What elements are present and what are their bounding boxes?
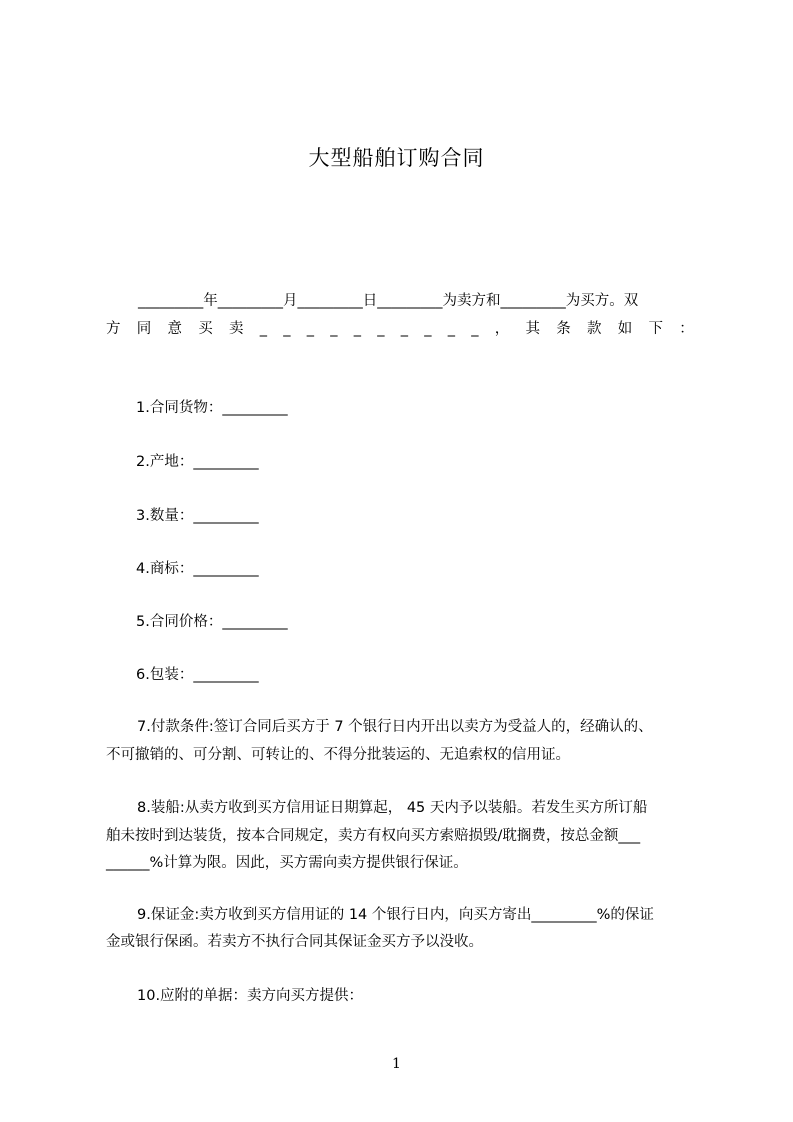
clause-8-line-2: 舶未按时到达装货，按本合同规定，卖方有权向买方索赔损毁/耽搁费，按总金额___	[106, 828, 641, 844]
item-origin: 2.产地：_________	[136, 454, 259, 470]
intro-line-2-char: _	[447, 321, 455, 337]
clause-9-line-2: 金或银行保函。若卖方不执行合同其保证金买方予以没收。	[106, 934, 483, 950]
intro-line-2-char: _	[259, 321, 267, 337]
clause-8-line-1: 8.装船:从卖方收到买方信用证日期算起， 45 天内予以装船。若发生买方所订船	[137, 800, 648, 816]
clause-7-line-2: 不可撤销的、可分割、可转让的、不得分批装运的、无追索权的信用证。	[106, 747, 570, 763]
intro-line-2-char: 条	[556, 321, 571, 337]
intro-line-2-char: ：	[679, 321, 694, 337]
intro-line-2-char: 买	[198, 321, 213, 337]
intro-line-2-char: _	[353, 321, 361, 337]
item-quantity: 3.数量：_________	[136, 508, 259, 524]
item-trademark: 4.商标：_________	[136, 561, 259, 577]
page-number: 1	[392, 1056, 401, 1072]
intro-line-2-char: _	[377, 321, 385, 337]
item-goods: 1.合同货物：_________	[136, 400, 288, 416]
intro-line-2-char: 款	[587, 321, 602, 337]
intro-line-2-char: 同	[136, 321, 152, 337]
document-title: 大型船舶订购合同	[308, 146, 485, 170]
intro-line-2-char: 如	[617, 321, 633, 337]
clause-7-line-1: 7.付款条件:签订合同后买方于 7 个银行日内开出以卖方为受益人的，经确认的、	[137, 719, 653, 735]
intro-line-1: _________年_________月_________日_________为卖方和_________为买方。双	[138, 293, 639, 309]
intro-line-2-char: _	[306, 321, 314, 337]
item-price: 5.合同价格：_________	[136, 614, 288, 630]
intro-line-2-char: 卖	[229, 321, 244, 337]
clause-8-line-3: ______%计算为限。因此，买方需向卖方提供银行保证。	[106, 855, 468, 871]
intro-line-2-char: _	[471, 321, 479, 337]
intro-line-2-char: 下	[648, 321, 663, 337]
intro-line-2-char: _	[424, 321, 432, 337]
intro-line-2-char: 其	[525, 321, 540, 337]
intro-line-2-char: 方	[106, 321, 121, 337]
item-packaging: 6.包装：_________	[136, 667, 259, 683]
intro-line-2-char: _	[283, 321, 291, 337]
intro-line-2-char: 意	[167, 321, 182, 337]
intro-line-2-char: ，	[494, 321, 510, 337]
intro-line-2-char: _	[400, 321, 408, 337]
intro-line-2-char: _	[330, 321, 338, 337]
intro-line-2	[106, 319, 694, 339]
clause-10-line-1: 10.应附的单据：卖方向买方提供：	[137, 988, 364, 1004]
clause-9-line-1: 9.保证金:卖方收到买方信用证的 14 个银行日内，向买方寄出_________%的保证	[137, 907, 654, 923]
